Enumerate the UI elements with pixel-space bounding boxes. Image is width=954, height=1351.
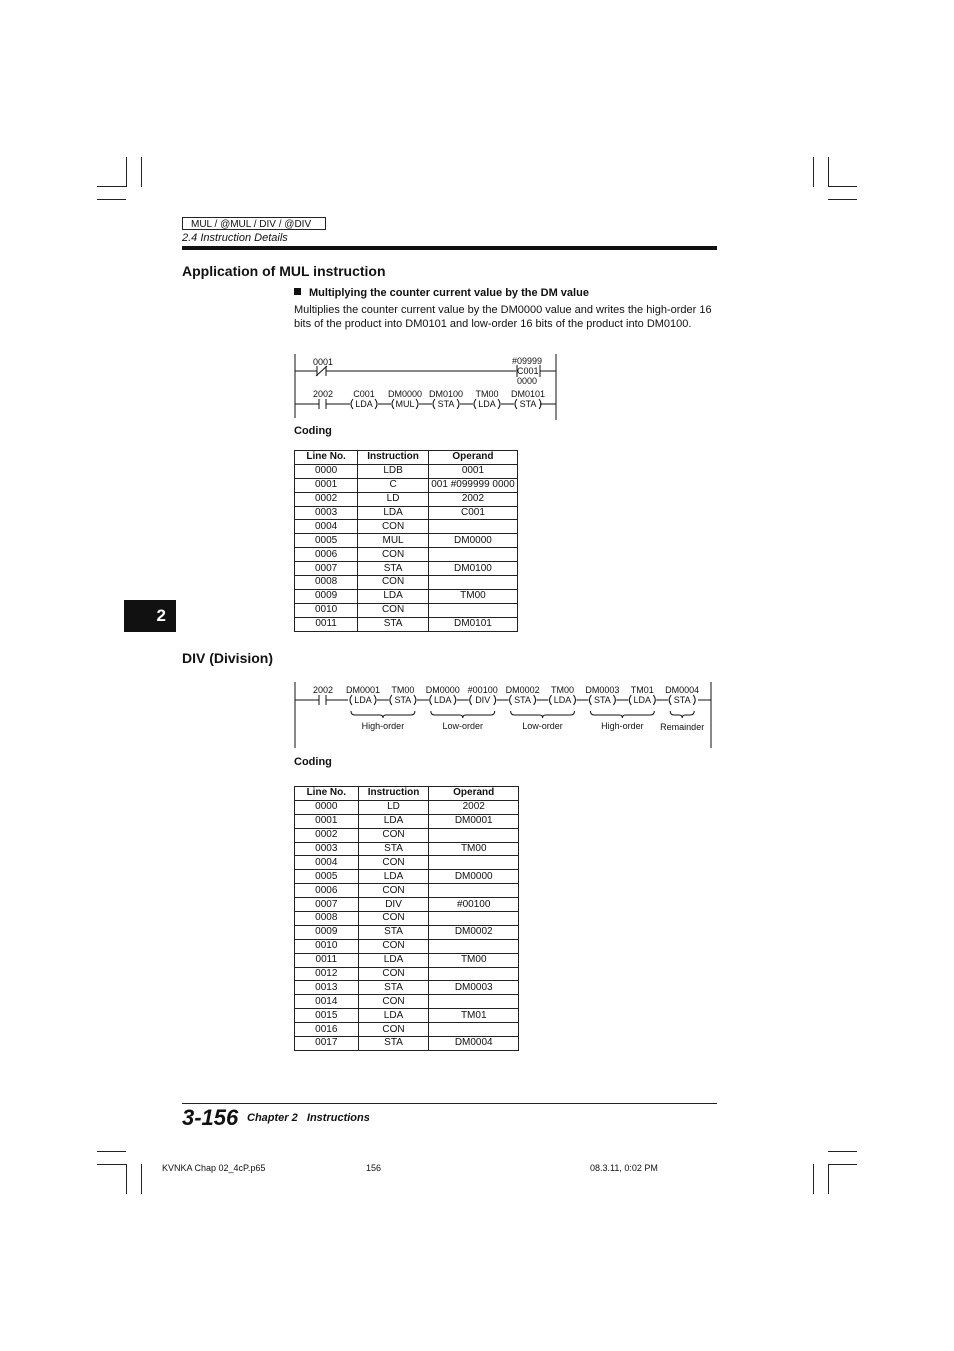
group-brace (431, 711, 495, 718)
table-cell: STA (358, 981, 429, 995)
crop-mark (828, 157, 829, 187)
header-rule (182, 246, 717, 250)
operand-label: DM0101 (510, 389, 546, 399)
bracket-left (474, 399, 476, 409)
div-group-braces (351, 711, 704, 732)
bracket-right (416, 399, 418, 409)
mul-description: Multiplies the counter current value by the DM0000 value and writes the high-order 16 bits of the product into DM0101 and low-order 16 bits of the product into DM0100. (294, 304, 712, 330)
table-row (295, 506, 518, 520)
counter-value-label: 0000 (517, 376, 538, 386)
operand-label: DM0000 (387, 389, 423, 399)
mul-operation-blocks (351, 389, 545, 409)
function-label: STA (394, 695, 412, 705)
table-cell: DM0101 (428, 617, 517, 631)
column-header: Line No. (295, 451, 358, 465)
operand-label: C001 (353, 389, 375, 399)
table-cell: STA (358, 842, 429, 856)
bracket-left (669, 695, 671, 705)
table-cell: 0017 (295, 1037, 359, 1051)
column-header: Operand (429, 787, 519, 801)
table-cell: 0006 (295, 884, 359, 898)
table-cell: 0004 (295, 520, 358, 534)
column-header: Operand (428, 451, 517, 465)
table-cell: DIV (358, 898, 429, 912)
table-cell (429, 967, 519, 981)
operand-label: DM0003 (585, 685, 620, 695)
table-cell: 0014 (295, 995, 359, 1009)
function-label: LDA (553, 695, 572, 705)
table-cell: STA (358, 925, 429, 939)
table-cell: CON (358, 856, 429, 870)
bracket-left (351, 399, 353, 409)
mul-coding-table (294, 450, 518, 632)
table-cell: 0009 (295, 589, 358, 603)
table-row (295, 884, 519, 898)
table-cell: TM00 (429, 842, 519, 856)
table-cell: 0001 (428, 464, 517, 478)
table-row (295, 925, 519, 939)
crop-mark (141, 1164, 142, 1194)
table-row (295, 828, 519, 842)
table-row (295, 520, 518, 534)
print-filename: KVNKA Chap 02_4cP.p65 (162, 1163, 266, 1173)
footer-rule (182, 1103, 717, 1104)
bracket-left (430, 695, 432, 705)
bracket-right (613, 695, 615, 705)
table-cell: DM0004 (429, 1037, 519, 1051)
mul-heading: Application of MUL instruction (182, 263, 386, 279)
contact-label: 0001 (313, 357, 334, 367)
table-row (295, 617, 518, 631)
mul-coding-label: Coding (294, 425, 332, 437)
crop-mark (828, 186, 857, 187)
table-cell: CON (358, 995, 429, 1009)
bracket-right (574, 695, 576, 705)
group-label: High-order (601, 721, 644, 731)
table-cell: DM0100 (428, 562, 517, 576)
div-ladder-diagram (290, 680, 715, 752)
table-cell: 0012 (295, 967, 359, 981)
table-row (295, 939, 519, 953)
table-cell: 0011 (295, 617, 358, 631)
table-cell: 0007 (295, 898, 359, 912)
table-row (295, 981, 519, 995)
table-cell: 2002 (428, 492, 517, 506)
table-cell: TM00 (428, 589, 517, 603)
function-label: STA (519, 399, 537, 409)
div-coding-table (294, 786, 519, 1051)
table-cell: 0001 (295, 478, 358, 492)
crop-mark (813, 1164, 814, 1194)
table-cell: CON (358, 884, 429, 898)
table-row (295, 856, 519, 870)
bracket-left (390, 695, 392, 705)
function-label: LDA (354, 695, 372, 705)
operand-label: #00100 (467, 685, 498, 695)
crop-mark (97, 199, 126, 200)
function-label: LDA (478, 399, 496, 409)
table-cell: 0002 (295, 828, 359, 842)
table-row (295, 603, 518, 617)
function-label: STA (437, 399, 455, 409)
table-cell: STA (358, 1037, 429, 1051)
counter-label: C001 (517, 366, 539, 376)
table-cell: 0016 (295, 1023, 359, 1037)
function-label: LDA (355, 399, 373, 409)
table-cell: 0003 (295, 842, 359, 856)
bracket-right (414, 695, 416, 705)
table-row (295, 492, 518, 506)
table-cell: CON (358, 912, 429, 926)
instruction-tag: MUL / @MUL / DIV / @DIV (182, 217, 326, 230)
bracket-right (534, 695, 536, 705)
table-cell: CON (358, 967, 429, 981)
table-cell: 0004 (295, 856, 359, 870)
function-label: LDA (633, 695, 652, 705)
bracket-left (392, 399, 394, 409)
table-row (295, 953, 519, 967)
table-cell: CON (358, 828, 429, 842)
bracket-left (589, 695, 591, 705)
bracket-left (550, 695, 552, 705)
table-cell: 0003 (295, 506, 358, 520)
table-row (295, 534, 518, 548)
bullet-square-icon (294, 288, 301, 295)
crop-mark (828, 1164, 829, 1194)
function-label: STA (673, 695, 691, 705)
table-row (295, 870, 519, 884)
table-cell: 0005 (295, 534, 358, 548)
operand-label: DM0000 (425, 685, 460, 695)
bracket-left (350, 695, 352, 705)
table-row (295, 842, 519, 856)
operand-label: DM0100 (428, 389, 464, 399)
crop-mark (97, 1151, 126, 1152)
column-header: Line No. (295, 787, 359, 801)
table-row (295, 800, 519, 814)
table-cell: LDA (358, 870, 429, 884)
print-sheet: 156 (366, 1163, 382, 1173)
table-cell (429, 828, 519, 842)
table-cell: C001 (428, 506, 517, 520)
bracket-right (653, 695, 655, 705)
table-cell: 0005 (295, 870, 359, 884)
table-cell: LDA (358, 506, 429, 520)
crop-mark (141, 157, 142, 187)
table-cell: CON (358, 1023, 429, 1037)
table-cell: DM0001 (429, 814, 519, 828)
table-cell: DM0000 (429, 870, 519, 884)
crop-mark (828, 1151, 857, 1152)
table-cell: CON (358, 520, 429, 534)
table-cell (429, 1023, 519, 1037)
table-cell: DM0002 (429, 925, 519, 939)
table-cell: C (358, 478, 429, 492)
crop-mark (813, 157, 814, 187)
table-row (295, 898, 519, 912)
table-row (295, 995, 519, 1009)
table-cell: STA (358, 617, 429, 631)
function-label: STA (593, 695, 611, 705)
table-cell (429, 939, 519, 953)
mul-ladder-diagram (290, 352, 560, 424)
page-number: 3-156 (182, 1105, 239, 1130)
table-cell: DM0003 (429, 981, 519, 995)
table-cell (429, 884, 519, 898)
bracket-right (454, 695, 456, 705)
div-heading: DIV (Division) (182, 650, 274, 666)
chapter-title: Chapter 2 Instructions (247, 1112, 370, 1124)
table-cell: 0002 (295, 492, 358, 506)
table-cell: 001 #099999 0000 (428, 478, 517, 492)
column-header: Instruction (358, 451, 429, 465)
operand-label: TM01 (630, 685, 654, 695)
function-label: LDA (434, 695, 452, 705)
table-row (295, 464, 518, 478)
table-row (295, 1037, 519, 1051)
print-date: 08.3.11, 0:02 PM (590, 1163, 658, 1173)
table-cell (428, 576, 517, 590)
table-cell: LD (358, 492, 429, 506)
table-cell: TM01 (429, 1009, 519, 1023)
operand-label: DM0004 (665, 685, 700, 695)
function-label: DIV (475, 695, 491, 705)
table-cell: 0013 (295, 981, 359, 995)
table-cell: 0008 (295, 912, 359, 926)
mul-bullet (294, 287, 589, 299)
bracket-right (457, 399, 459, 409)
table-cell: STA (358, 562, 429, 576)
table-header-row (295, 787, 519, 801)
chapter-tab: 2 (124, 600, 176, 632)
table-cell (428, 603, 517, 617)
bracket-right (498, 399, 500, 409)
table-row (295, 562, 518, 576)
contact-label: 2002 (313, 389, 334, 399)
crop-mark (828, 1164, 857, 1165)
section-title: 2.4 Instruction Details (182, 232, 288, 244)
table-cell (428, 548, 517, 562)
table-cell: 0010 (295, 939, 359, 953)
bracket-left (510, 695, 512, 705)
table-cell (429, 856, 519, 870)
table-cell: #00100 (429, 898, 519, 912)
bracket-right (374, 695, 376, 705)
table-cell: 0007 (295, 562, 358, 576)
table-header-row (295, 451, 518, 465)
table-cell: DM0000 (428, 534, 517, 548)
group-label: Remainder (660, 722, 705, 732)
table-cell: 2002 (429, 800, 519, 814)
table-cell: LDA (358, 589, 429, 603)
table-cell: 0008 (295, 576, 358, 590)
table-row (295, 576, 518, 590)
function-label: MUL (395, 399, 415, 409)
table-cell: 0009 (295, 925, 359, 939)
table-row (295, 1023, 519, 1037)
crop-mark (126, 1164, 127, 1194)
table-cell: CON (358, 603, 429, 617)
operand-label: TM00 (550, 685, 575, 695)
group-brace (351, 711, 415, 718)
group-label: Low-order (442, 721, 484, 731)
crop-mark (828, 199, 857, 200)
table-cell: TM00 (429, 953, 519, 967)
table-cell: 0011 (295, 953, 359, 967)
table-cell: LDA (358, 814, 429, 828)
table-row (295, 478, 518, 492)
table-cell: 0000 (295, 464, 358, 478)
bracket-left (629, 695, 631, 705)
table-cell: CON (358, 576, 429, 590)
operand-label: DM0002 (505, 685, 540, 695)
table-row (295, 912, 519, 926)
table-cell: LDA (358, 1009, 429, 1023)
table-row (295, 589, 518, 603)
contact-label: 2002 (313, 685, 334, 695)
table-cell: CON (358, 939, 429, 953)
preset-label: #09999 (512, 356, 543, 366)
crop-mark (126, 157, 127, 187)
bracket-right (693, 695, 695, 705)
table-cell: LDB (358, 464, 429, 478)
operand-label: TM00 (391, 685, 415, 695)
crop-mark (97, 186, 126, 187)
function-label: STA (514, 695, 532, 705)
table-cell: LD (358, 800, 429, 814)
table-row (295, 1009, 519, 1023)
table-row (295, 814, 519, 828)
operand-label: DM0001 (345, 685, 381, 695)
operand-label: TM00 (475, 389, 499, 399)
div-coding-label: Coding (294, 756, 332, 768)
table-cell (429, 995, 519, 1009)
bracket-left (515, 399, 517, 409)
group-label: High-order (361, 721, 405, 731)
crop-mark (97, 1164, 126, 1165)
table-cell: LDA (358, 953, 429, 967)
table-cell: 0010 (295, 603, 358, 617)
group-brace (670, 711, 694, 718)
table-cell: 0000 (295, 800, 359, 814)
bracket-right (494, 695, 496, 705)
table-cell: MUL (358, 534, 429, 548)
table-row (295, 548, 518, 562)
table-cell: 0015 (295, 1009, 359, 1023)
table-cell: 0001 (295, 814, 359, 828)
group-brace (590, 711, 654, 718)
group-label: Low-order (522, 721, 563, 731)
table-cell: CON (358, 548, 429, 562)
group-brace (511, 711, 575, 718)
bracket-left (470, 695, 472, 705)
table-cell (429, 912, 519, 926)
table-row (295, 967, 519, 981)
mul-bullet-text: Multiplying the counter current value by the DM value (309, 287, 589, 299)
table-cell: 0006 (295, 548, 358, 562)
table-cell (428, 520, 517, 534)
div-operation-blocks (346, 685, 699, 705)
bracket-left (433, 399, 435, 409)
column-header: Instruction (358, 787, 429, 801)
bracket-right (375, 399, 377, 409)
